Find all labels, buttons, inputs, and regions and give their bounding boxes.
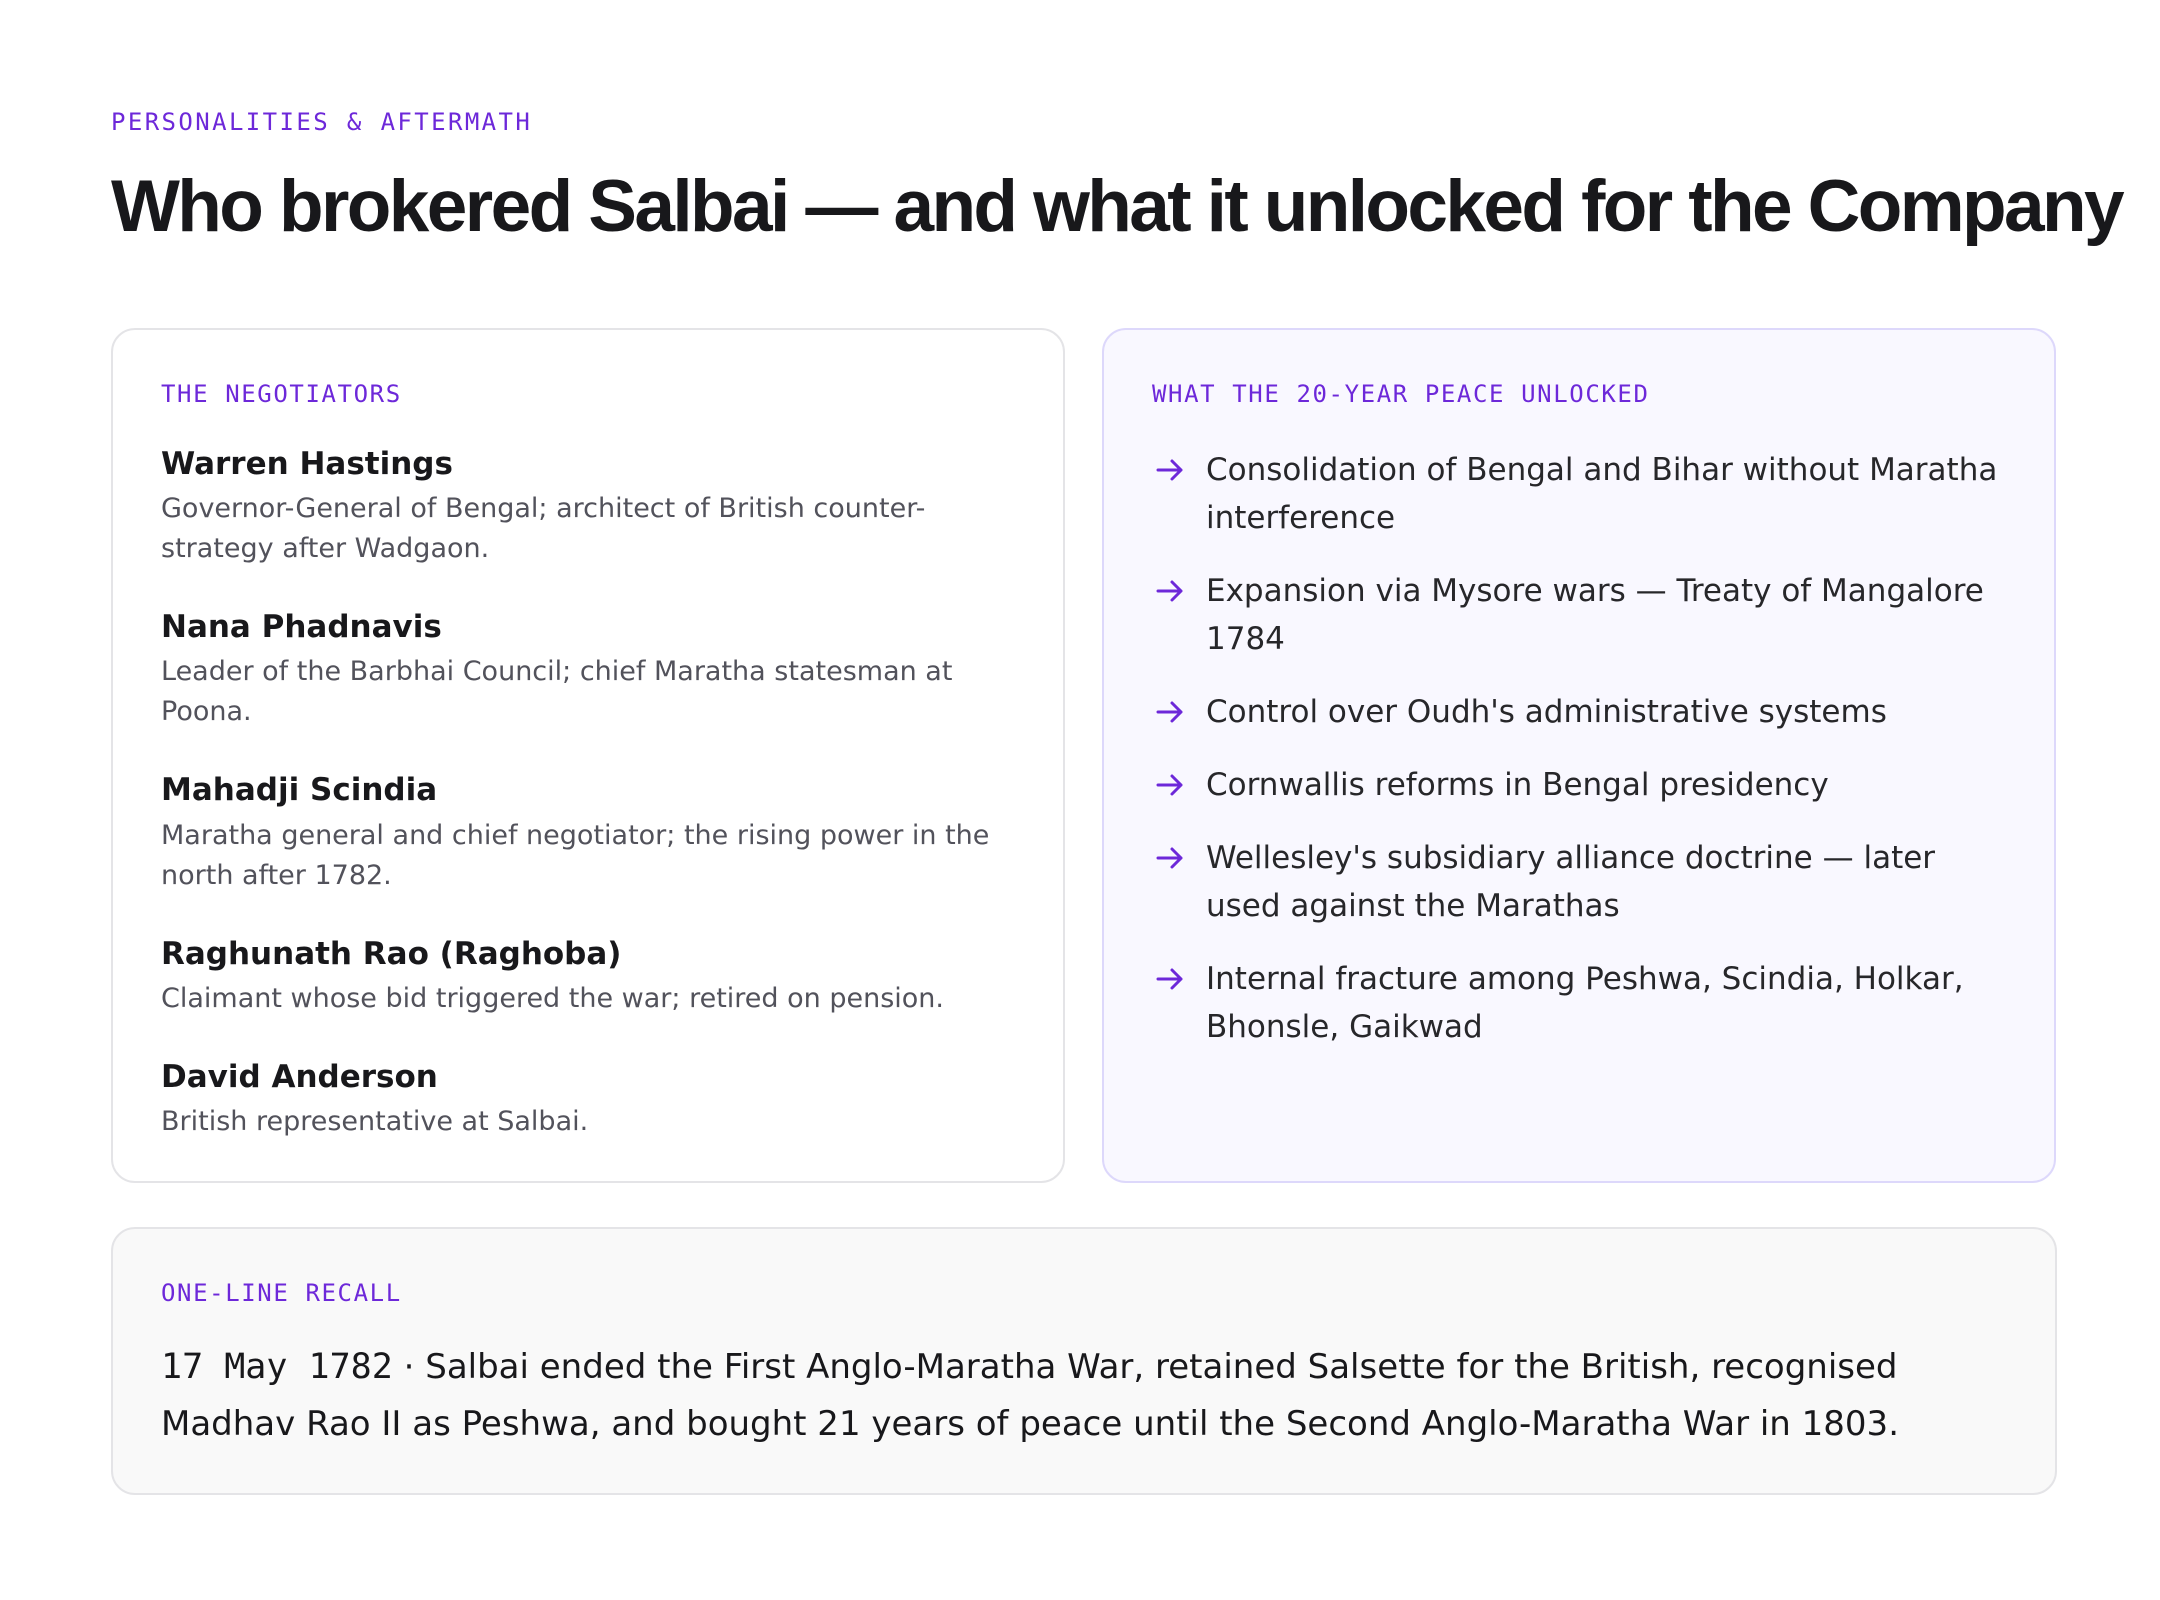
list-item	[1152, 567, 2006, 663]
negotiators-card	[111, 328, 1065, 1183]
recall-separator: ·	[392, 1347, 426, 1387]
list-item-text: Internal fracture among Peshwa, Scindia, Holkar, Bhonsle, Gaikwad	[1206, 961, 1964, 1045]
arrow-right-icon	[1152, 963, 1188, 995]
recall-summary: Salbai ended the First Anglo-Maratha War, retained Salsette for the British, recognised Madhav Rao II as Peshwa, and bought 21 years of peace until the Second Anglo-Maratha War in 1803.	[161, 1347, 1900, 1444]
one-line-recall-card	[111, 1227, 2057, 1495]
list-item	[1152, 955, 2006, 1051]
page	[111, 108, 2123, 1444]
negotiator-name: Nana Phadnavis	[161, 609, 442, 646]
list-item	[1152, 761, 2006, 809]
unlocked-list	[1152, 446, 2006, 1051]
arrow-right-icon	[1152, 696, 1188, 728]
list-item	[1152, 688, 2006, 736]
section-kicker: PERSONALITIES & AFTERMATH	[111, 108, 533, 136]
negotiator-description: Governor-General of Bengal; architect of British counter-strategy after Wadgaon.	[161, 493, 926, 565]
negotiator-description: British representative at Salbai.	[161, 1105, 589, 1137]
list-item-text: Expansion via Mysore wars — Treaty of Mangalore 1784	[1206, 573, 1984, 657]
content-grid	[111, 328, 2057, 1183]
negotiator-description: Leader of the Barbhai Council; chief Maratha statesman at Poona.	[161, 656, 953, 728]
negotiator-item	[161, 772, 1015, 895]
negotiator-item	[161, 936, 1015, 1019]
negotiators-label: THE NEGOTIATORS	[161, 380, 402, 408]
list-item-text: Control over Oudh's administrative systems	[1206, 694, 1887, 730]
arrow-right-icon	[1152, 769, 1188, 801]
negotiator-item	[161, 446, 1015, 569]
negotiator-name: Warren Hastings	[161, 446, 453, 482]
arrow-right-icon	[1152, 454, 1188, 486]
arrow-right-icon	[1152, 842, 1188, 874]
list-item-text: Consolidation of Bengal and Bihar without Maratha interference	[1206, 452, 1998, 536]
recall-date: 17 May 1782	[161, 1347, 393, 1387]
recall-label: ONE-LINE RECALL	[161, 1279, 402, 1307]
peace-unlocked-card	[1102, 328, 2056, 1183]
list-item	[1152, 834, 2006, 930]
page-title: Who brokered Salbai — and what it unlocked for the Company	[111, 166, 2123, 247]
peace-unlocked-label: WHAT THE 20-YEAR PEACE UNLOCKED	[1152, 380, 1650, 408]
negotiator-name: Raghunath Rao (Raghoba)	[161, 935, 622, 972]
negotiator-item	[161, 1059, 1015, 1142]
list-item-text: Cornwallis reforms in Bengal presidency	[1206, 767, 1829, 803]
negotiator-name: David Anderson	[161, 1058, 438, 1095]
arrow-right-icon	[1152, 575, 1188, 607]
recall-text	[161, 1339, 2007, 1453]
negotiator-description: Claimant whose bid triggered the war; retired on pension.	[161, 982, 944, 1014]
negotiator-description: Maratha general and chief negotiator; the rising power in the north after 1782.	[161, 819, 990, 891]
list-item	[1152, 446, 2006, 542]
negotiator-item	[161, 609, 1015, 732]
negotiator-name: Mahadji Scindia	[161, 772, 438, 809]
list-item-text: Wellesley's subsidiary alliance doctrine — later used against the Marathas	[1206, 840, 1936, 924]
